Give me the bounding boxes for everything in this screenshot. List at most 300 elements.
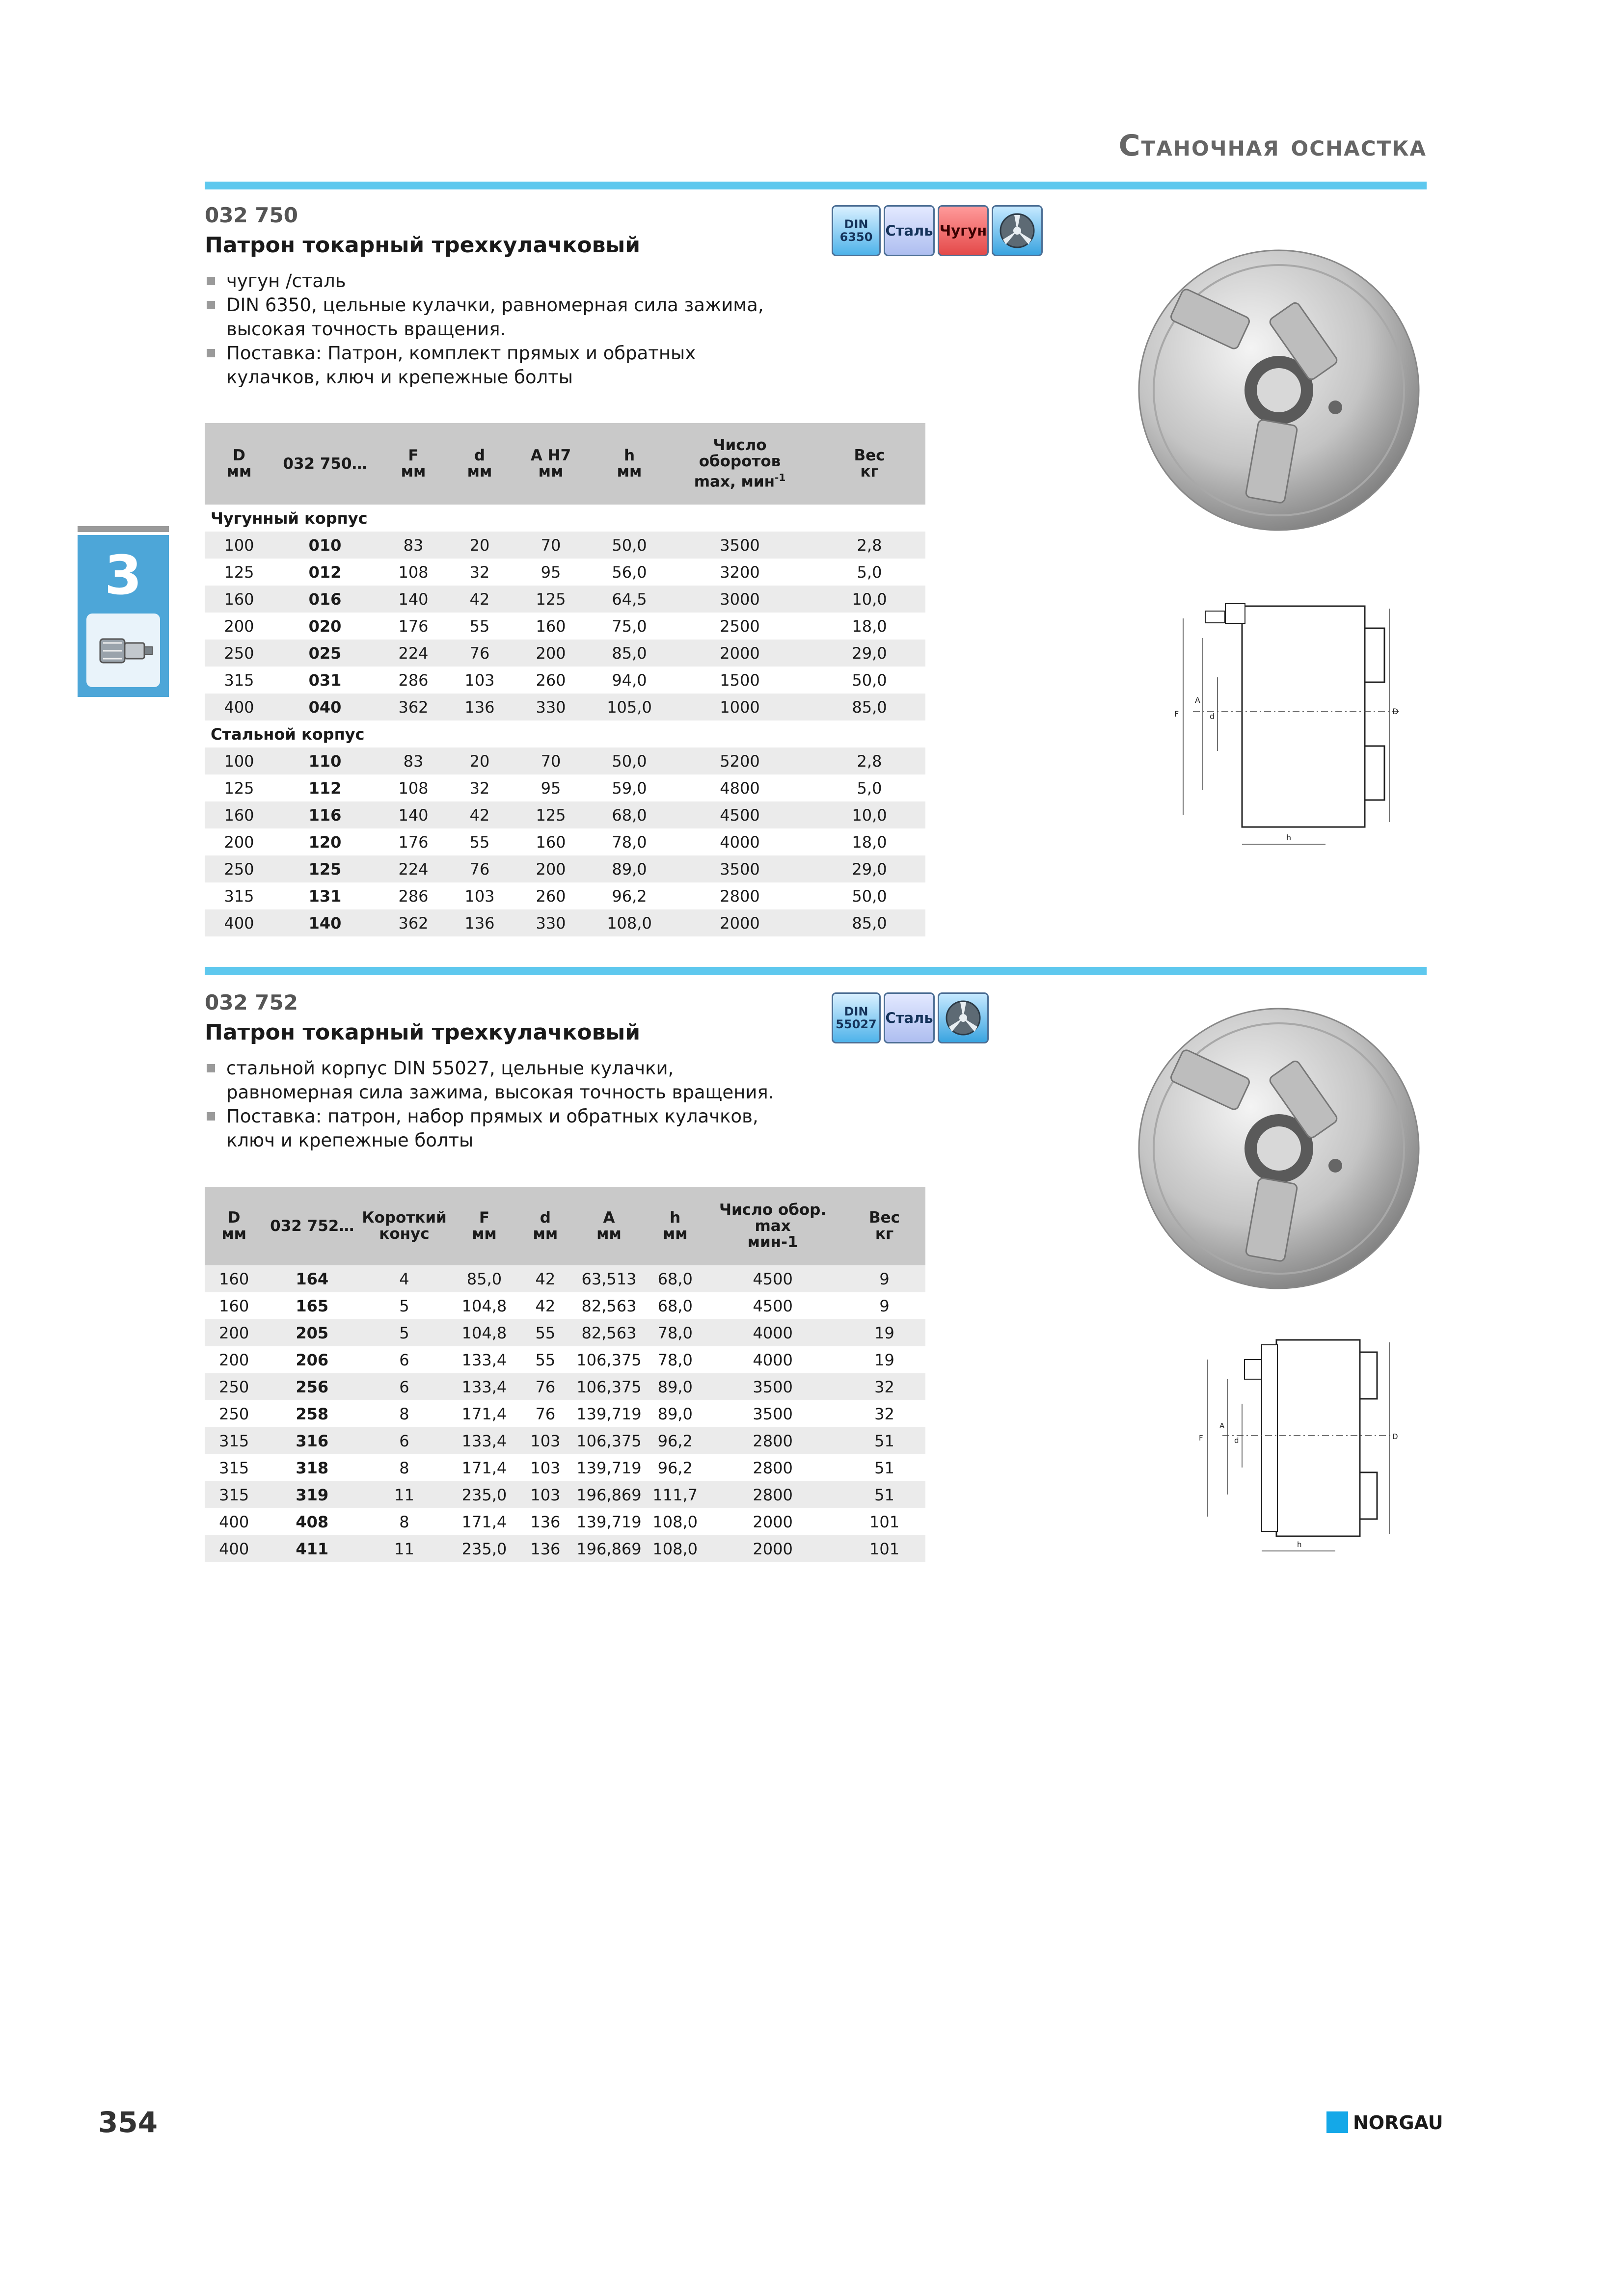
table-cell: 408 bbox=[296, 1512, 329, 1531]
table-cell: 10,0 bbox=[813, 586, 925, 613]
table-cell: 68,0 bbox=[593, 801, 666, 828]
table-row bbox=[205, 586, 925, 613]
table-cell: 9 bbox=[843, 1265, 925, 1292]
dim-label-d: d bbox=[1210, 712, 1215, 721]
table-cell: 250 bbox=[205, 640, 273, 667]
table-cell: 5,0 bbox=[857, 562, 882, 582]
table-cell: 160 bbox=[219, 1296, 249, 1315]
table-cell: 136 bbox=[521, 1535, 570, 1562]
table-cell: 411 bbox=[263, 1535, 361, 1562]
table-cell: 103 bbox=[530, 1458, 561, 1477]
table-cell: 108 bbox=[398, 778, 429, 798]
table-cell: 016 bbox=[273, 586, 377, 613]
table-cell: 286 bbox=[398, 886, 429, 906]
table-cell: 1000 bbox=[666, 694, 813, 721]
table-row bbox=[205, 1481, 925, 1508]
col-header-rpm: Число обор. max мин-1 bbox=[702, 1187, 843, 1265]
table-cell: 82,563 bbox=[581, 1296, 637, 1315]
table-cell: 316 bbox=[263, 1427, 361, 1454]
table-cell: 025 bbox=[273, 640, 377, 667]
iron-badge-1: Чугун bbox=[938, 205, 989, 256]
product-title-2: Патрон токарный трехкулачковый bbox=[205, 1020, 641, 1045]
table-cell: 106,375 bbox=[576, 1350, 642, 1369]
table-cell: 42 bbox=[535, 1296, 556, 1315]
table-cell: 96,2 bbox=[648, 1427, 702, 1454]
table-cell: 76 bbox=[450, 640, 509, 667]
page-number: 354 bbox=[98, 2106, 158, 2139]
table-cell: 400 bbox=[205, 1535, 263, 1562]
table-cell: 250 bbox=[205, 1373, 263, 1400]
feature-list-1 bbox=[205, 269, 794, 389]
table-cell: 315 bbox=[205, 1481, 263, 1508]
table-cell: 100 bbox=[205, 748, 273, 774]
table-cell: 4000 bbox=[753, 1350, 793, 1369]
table-cell: 51 bbox=[843, 1427, 925, 1454]
table-cell: 106,375 bbox=[570, 1427, 649, 1454]
table-cell: 19 bbox=[874, 1350, 894, 1369]
col-header-D: D мм bbox=[205, 1187, 263, 1265]
table-cell: 2500 bbox=[720, 616, 760, 636]
table-cell: 125 bbox=[224, 778, 254, 798]
group-label: Стальной корпус bbox=[211, 724, 365, 744]
table-cell: 96,2 bbox=[612, 886, 647, 906]
steel-badge-2: Сталь bbox=[884, 992, 935, 1043]
table-cell: 78,0 bbox=[657, 1350, 693, 1369]
table-cell: 5 bbox=[399, 1296, 409, 1315]
table-row bbox=[205, 1400, 925, 1427]
table-cell: 9 bbox=[879, 1296, 890, 1315]
feature-item: Поставка: патрон, набор прямых и обратных кулачков, ключ и крепежные болты bbox=[205, 1104, 794, 1152]
table-cell: 76 bbox=[521, 1373, 570, 1400]
table-row bbox=[205, 1319, 925, 1346]
table-row bbox=[205, 1346, 925, 1373]
table-cell: 205 bbox=[263, 1319, 361, 1346]
table-cell: 2000 bbox=[753, 1512, 793, 1531]
table-cell: 63,513 bbox=[570, 1265, 649, 1292]
three-jaw-icon bbox=[992, 205, 1043, 256]
table-cell: 29,0 bbox=[813, 640, 925, 667]
table-cell: 136 bbox=[530, 1512, 561, 1531]
table-cell: 50,0 bbox=[593, 532, 666, 559]
spec-table-1 bbox=[205, 423, 925, 936]
table-cell: 83 bbox=[377, 532, 450, 559]
table-cell: 20 bbox=[450, 532, 509, 559]
table-cell: 2,8 bbox=[813, 748, 925, 774]
table-cell: 2,8 bbox=[813, 532, 925, 559]
table-cell: 55 bbox=[469, 616, 490, 636]
table-cell: 89,0 bbox=[648, 1373, 702, 1400]
product-photo-1 bbox=[1129, 245, 1424, 540]
table-cell: 95 bbox=[541, 778, 561, 798]
table-row bbox=[205, 559, 925, 586]
table-cell: 4800 bbox=[720, 778, 760, 798]
table-cell: 125 bbox=[509, 586, 593, 613]
table-cell: 6 bbox=[399, 1350, 409, 1369]
table-cell: 32 bbox=[469, 778, 490, 798]
table-cell: 103 bbox=[521, 1481, 570, 1508]
table-cell: 362 bbox=[377, 694, 450, 721]
table-cell: 200 bbox=[224, 832, 254, 852]
table-cell: 235,0 bbox=[448, 1535, 521, 1562]
table-cell: 85,0 bbox=[813, 909, 925, 936]
table-cell: 136 bbox=[450, 694, 509, 721]
table-cell: 250 bbox=[205, 855, 273, 882]
table-cell: 200 bbox=[509, 640, 593, 667]
table-cell: 176 bbox=[398, 832, 429, 852]
table-cell: 103 bbox=[464, 670, 495, 690]
table-cell: 42 bbox=[450, 801, 509, 828]
table-cell: 196,869 bbox=[570, 1481, 649, 1508]
table-cell: 171,4 bbox=[461, 1404, 507, 1423]
table-row bbox=[205, 1373, 925, 1400]
middle-rule bbox=[205, 967, 1427, 975]
table-cell: 108,0 bbox=[648, 1535, 702, 1562]
table-cell: 70 bbox=[509, 532, 593, 559]
table-cell: 4500 bbox=[702, 1265, 843, 1292]
table-cell: 165 bbox=[296, 1296, 329, 1315]
table-cell: 103 bbox=[464, 886, 495, 906]
col-header-cone: Короткий конус bbox=[361, 1187, 448, 1265]
feature-list-2 bbox=[205, 1056, 794, 1152]
table-cell: 139,719 bbox=[576, 1512, 642, 1531]
table-cell: 51 bbox=[843, 1481, 925, 1508]
side-tab-top-bar bbox=[78, 526, 169, 532]
dim-label-D: D bbox=[1392, 707, 1399, 716]
table-cell: 101 bbox=[869, 1512, 900, 1531]
product-code-1: 032 750 bbox=[205, 203, 298, 227]
table-cell: 85,0 bbox=[593, 640, 666, 667]
table-cell: 56,0 bbox=[612, 562, 647, 582]
chuck-icon bbox=[86, 614, 160, 687]
table-row bbox=[205, 640, 925, 667]
table-cell: 111,7 bbox=[648, 1481, 702, 1508]
table-cell: 89,0 bbox=[657, 1404, 693, 1423]
table-cell: 8 bbox=[399, 1404, 409, 1423]
table-row bbox=[205, 828, 925, 855]
product-photo-2 bbox=[1129, 1001, 1424, 1296]
col-header-h: h мм bbox=[648, 1187, 702, 1265]
table-cell: 400 bbox=[205, 694, 273, 721]
table-row bbox=[205, 748, 925, 774]
table-cell: 224 bbox=[377, 640, 450, 667]
table-cell: 100 bbox=[205, 532, 273, 559]
table-cell: 5,0 bbox=[857, 778, 882, 798]
dim-label-h: h bbox=[1297, 1540, 1302, 1549]
table-cell: 362 bbox=[377, 909, 450, 936]
table-cell: 68,0 bbox=[657, 1296, 693, 1315]
col-header-A: A H7 мм bbox=[509, 423, 593, 505]
table-cell: 315 bbox=[224, 670, 254, 690]
table-cell: 315 bbox=[205, 1427, 263, 1454]
product-title-1: Патрон токарный трехкулачковый bbox=[205, 233, 641, 258]
table-cell: 50,0 bbox=[852, 670, 887, 690]
table-cell: 18,0 bbox=[852, 832, 887, 852]
table-cell: 94,0 bbox=[612, 670, 647, 690]
table-cell: 85,0 bbox=[813, 694, 925, 721]
steel-badge-1: Сталь bbox=[884, 205, 935, 256]
table-cell: 330 bbox=[509, 909, 593, 936]
table-row bbox=[205, 801, 925, 828]
table-cell: 108,0 bbox=[593, 909, 666, 936]
table-cell: 260 bbox=[536, 886, 566, 906]
feature-item: DIN 6350, цельные кулачки, равномерная сила зажима, высокая точность вращения. bbox=[205, 293, 794, 341]
table-cell: 10,0 bbox=[813, 801, 925, 828]
table-cell: 3000 bbox=[666, 586, 813, 613]
table-row bbox=[205, 855, 925, 882]
spec-table-2 bbox=[205, 1187, 925, 1562]
table-cell: 171,4 bbox=[461, 1458, 507, 1477]
feature-item: стальной корпус DIN 55027, цельные кулачки, равномерная сила зажима, высокая точность вращения. bbox=[205, 1056, 794, 1104]
table-row bbox=[205, 1292, 925, 1319]
table-cell: 104,8 bbox=[461, 1296, 507, 1315]
technical-drawing-2 bbox=[1188, 1325, 1404, 1561]
table-row bbox=[205, 532, 925, 559]
table-cell: 103 bbox=[521, 1427, 570, 1454]
table-cell: 11 bbox=[361, 1535, 448, 1562]
table-cell: 96,2 bbox=[657, 1458, 693, 1477]
group-header-row bbox=[205, 505, 925, 532]
table-cell: 2000 bbox=[702, 1535, 843, 1562]
table-cell: 104,8 bbox=[448, 1319, 521, 1346]
table-row bbox=[205, 882, 925, 909]
table-cell: 160 bbox=[205, 1265, 263, 1292]
table-cell: 206 bbox=[296, 1350, 329, 1369]
table-cell: 160 bbox=[536, 616, 566, 636]
table-cell: 2800 bbox=[753, 1458, 793, 1477]
table-cell: 18,0 bbox=[852, 616, 887, 636]
dim-label-D: D bbox=[1392, 1432, 1398, 1441]
table-cell: 315 bbox=[224, 886, 254, 906]
table-row bbox=[205, 1265, 925, 1292]
table-cell: 5200 bbox=[666, 748, 813, 774]
table-cell: 171,4 bbox=[461, 1512, 507, 1531]
dim-label-F: F bbox=[1174, 709, 1179, 719]
table-cell: 78,0 bbox=[648, 1319, 702, 1346]
side-tab-number: 3 bbox=[104, 544, 142, 607]
table-cell: 116 bbox=[273, 801, 377, 828]
table-cell: 4500 bbox=[666, 801, 813, 828]
table-cell: 125 bbox=[224, 562, 254, 582]
table-cell: 29,0 bbox=[813, 855, 925, 882]
table-cell: 75,0 bbox=[612, 616, 647, 636]
table-cell: 4000 bbox=[720, 832, 760, 852]
table-cell: 83 bbox=[377, 748, 450, 774]
table-cell: 020 bbox=[308, 616, 342, 636]
col-header-code: 032 750… bbox=[273, 423, 377, 505]
table-cell: 3200 bbox=[720, 562, 760, 582]
table-cell: 133,4 bbox=[461, 1350, 507, 1369]
technical-drawing-1 bbox=[1163, 589, 1409, 864]
dim-label-A: A bbox=[1195, 695, 1200, 705]
brand-logo-icon bbox=[1326, 2111, 1348, 2133]
table-cell: 140 bbox=[377, 586, 450, 613]
table-cell: 258 bbox=[296, 1404, 329, 1423]
table-cell: 120 bbox=[308, 832, 342, 852]
table-row bbox=[205, 774, 925, 801]
table-row bbox=[205, 1427, 925, 1454]
col-header-F: F мм bbox=[448, 1187, 521, 1265]
table-cell: 125 bbox=[273, 855, 377, 882]
table-cell: 2800 bbox=[720, 886, 760, 906]
table-cell: 108,0 bbox=[652, 1512, 698, 1531]
table-cell: 3500 bbox=[702, 1373, 843, 1400]
table-cell: 50,0 bbox=[852, 886, 887, 906]
col-header-F: F мм bbox=[377, 423, 450, 505]
table-cell: 235,0 bbox=[448, 1481, 521, 1508]
col-header-code: 032 752… bbox=[263, 1187, 361, 1265]
table-cell: 32 bbox=[469, 562, 490, 582]
table-cell: 140 bbox=[273, 909, 377, 936]
table-cell: 68,0 bbox=[648, 1265, 702, 1292]
table-cell: 51 bbox=[874, 1458, 894, 1477]
table-row bbox=[205, 1535, 925, 1562]
table-cell: 59,0 bbox=[612, 778, 647, 798]
feature-item: чугун /сталь bbox=[205, 269, 794, 293]
col-header-d: d мм bbox=[450, 423, 509, 505]
table-cell: 160 bbox=[205, 586, 273, 613]
table-cell: 3500 bbox=[666, 855, 813, 882]
table-cell: 2000 bbox=[666, 909, 813, 936]
table-cell: 164 bbox=[263, 1265, 361, 1292]
table-cell: 6 bbox=[361, 1427, 448, 1454]
dim-label-h: h bbox=[1286, 833, 1292, 842]
table-cell: 160 bbox=[536, 832, 566, 852]
table-cell: 2800 bbox=[702, 1427, 843, 1454]
table-cell: 260 bbox=[536, 670, 566, 690]
table-cell: 400 bbox=[219, 1512, 249, 1531]
col-header-d: d мм bbox=[521, 1187, 570, 1265]
col-header-A: A мм bbox=[570, 1187, 649, 1265]
table-cell: 6 bbox=[361, 1373, 448, 1400]
dim-label-F: F bbox=[1199, 1434, 1203, 1442]
table-cell: 315 bbox=[219, 1458, 249, 1477]
table-cell: 256 bbox=[263, 1373, 361, 1400]
group-label: Чугунный корпус bbox=[211, 508, 368, 528]
table-row bbox=[205, 909, 925, 936]
table-cell: 55 bbox=[521, 1319, 570, 1346]
table-row bbox=[205, 667, 925, 694]
table-cell: 8 bbox=[399, 1458, 409, 1477]
table-cell: 32 bbox=[874, 1404, 894, 1423]
col-header-weight: Вес кг bbox=[843, 1187, 925, 1265]
table-cell: 78,0 bbox=[612, 832, 647, 852]
product-code-2: 032 752 bbox=[205, 990, 298, 1015]
table-cell: 50,0 bbox=[593, 748, 666, 774]
din-badge-1: DIN 6350 bbox=[832, 205, 881, 256]
table-cell: 012 bbox=[308, 562, 342, 582]
table-cell: 4500 bbox=[753, 1296, 793, 1315]
table-cell: 133,4 bbox=[448, 1427, 521, 1454]
table-row bbox=[205, 1454, 925, 1481]
table-cell: 106,375 bbox=[570, 1373, 649, 1400]
table-cell: 200 bbox=[224, 616, 254, 636]
table-cell: 3500 bbox=[666, 532, 813, 559]
table-cell: 42 bbox=[450, 586, 509, 613]
table-cell: 11 bbox=[361, 1481, 448, 1508]
table-cell: 318 bbox=[296, 1458, 329, 1477]
feature-item: Поставка: Патрон, комплект прямых и обратных кулачков, ключ и крепежные болты bbox=[205, 341, 794, 389]
table-cell: 5 bbox=[361, 1319, 448, 1346]
table-cell: 20 bbox=[450, 748, 509, 774]
table-cell: 110 bbox=[273, 748, 377, 774]
group-header-row bbox=[205, 721, 925, 748]
table-cell: 031 bbox=[308, 670, 342, 690]
col-header-weight: Вес кг bbox=[813, 423, 925, 505]
table-cell: 42 bbox=[521, 1265, 570, 1292]
table-cell: 200 bbox=[205, 1319, 263, 1346]
table-cell: 2800 bbox=[702, 1481, 843, 1508]
table-cell: 55 bbox=[469, 832, 490, 852]
three-jaw-icon bbox=[938, 992, 989, 1043]
table-cell: 131 bbox=[308, 886, 342, 906]
din-badge-2: DIN 55027 bbox=[832, 992, 881, 1043]
table-cell: 2000 bbox=[666, 640, 813, 667]
table-cell: 140 bbox=[377, 801, 450, 828]
table-cell: 32 bbox=[843, 1373, 925, 1400]
col-header-D: D мм bbox=[205, 423, 273, 505]
table-cell: 3500 bbox=[753, 1404, 793, 1423]
table-cell: 330 bbox=[509, 694, 593, 721]
table-cell: 19 bbox=[843, 1319, 925, 1346]
table-cell: 108 bbox=[398, 562, 429, 582]
table-cell: 200 bbox=[219, 1350, 249, 1369]
section-title: Станочная оснастка bbox=[1118, 129, 1427, 163]
table-cell: 136 bbox=[450, 909, 509, 936]
table-cell: 70 bbox=[509, 748, 593, 774]
table-cell: 250 bbox=[219, 1404, 249, 1423]
table-cell: 040 bbox=[273, 694, 377, 721]
table-cell: 010 bbox=[273, 532, 377, 559]
table-row bbox=[205, 1508, 925, 1535]
table-row bbox=[205, 613, 925, 640]
table-cell: 82,563 bbox=[570, 1319, 649, 1346]
table-cell: 400 bbox=[205, 909, 273, 936]
dim-label-A: A bbox=[1219, 1421, 1225, 1430]
table-cell: 200 bbox=[509, 855, 593, 882]
table-cell: 286 bbox=[398, 670, 429, 690]
col-header-h: h мм bbox=[593, 423, 666, 505]
table-cell: 64,5 bbox=[593, 586, 666, 613]
table-cell: 139,719 bbox=[576, 1404, 642, 1423]
table-cell: 55 bbox=[535, 1350, 556, 1369]
table-cell: 125 bbox=[509, 801, 593, 828]
table-cell: 139,719 bbox=[576, 1458, 642, 1477]
table-row bbox=[205, 694, 925, 721]
table-cell: 89,0 bbox=[593, 855, 666, 882]
table-cell: 101 bbox=[843, 1535, 925, 1562]
table-cell: 196,869 bbox=[570, 1535, 649, 1562]
table-cell: 4000 bbox=[702, 1319, 843, 1346]
table-cell: 76 bbox=[535, 1404, 556, 1423]
table-cell: 76 bbox=[450, 855, 509, 882]
table-cell: 1500 bbox=[720, 670, 760, 690]
table-cell: 160 bbox=[205, 801, 273, 828]
table-cell: 176 bbox=[398, 616, 429, 636]
top-rule bbox=[205, 182, 1427, 189]
table-cell: 95 bbox=[541, 562, 561, 582]
col-header-rpm: Число оборотов max, мин$^{-1}$ bbox=[666, 423, 813, 505]
table-cell: 224 bbox=[377, 855, 450, 882]
table-cell: 133,4 bbox=[448, 1373, 521, 1400]
dim-label-d: d bbox=[1234, 1436, 1239, 1445]
table-cell: 319 bbox=[263, 1481, 361, 1508]
table-cell: 4 bbox=[361, 1265, 448, 1292]
brand-name: NORGAU bbox=[1353, 2112, 1443, 2134]
table-cell: 8 bbox=[399, 1512, 409, 1531]
table-cell: 105,0 bbox=[593, 694, 666, 721]
table-cell: 112 bbox=[308, 778, 342, 798]
table-cell: 85,0 bbox=[448, 1265, 521, 1292]
